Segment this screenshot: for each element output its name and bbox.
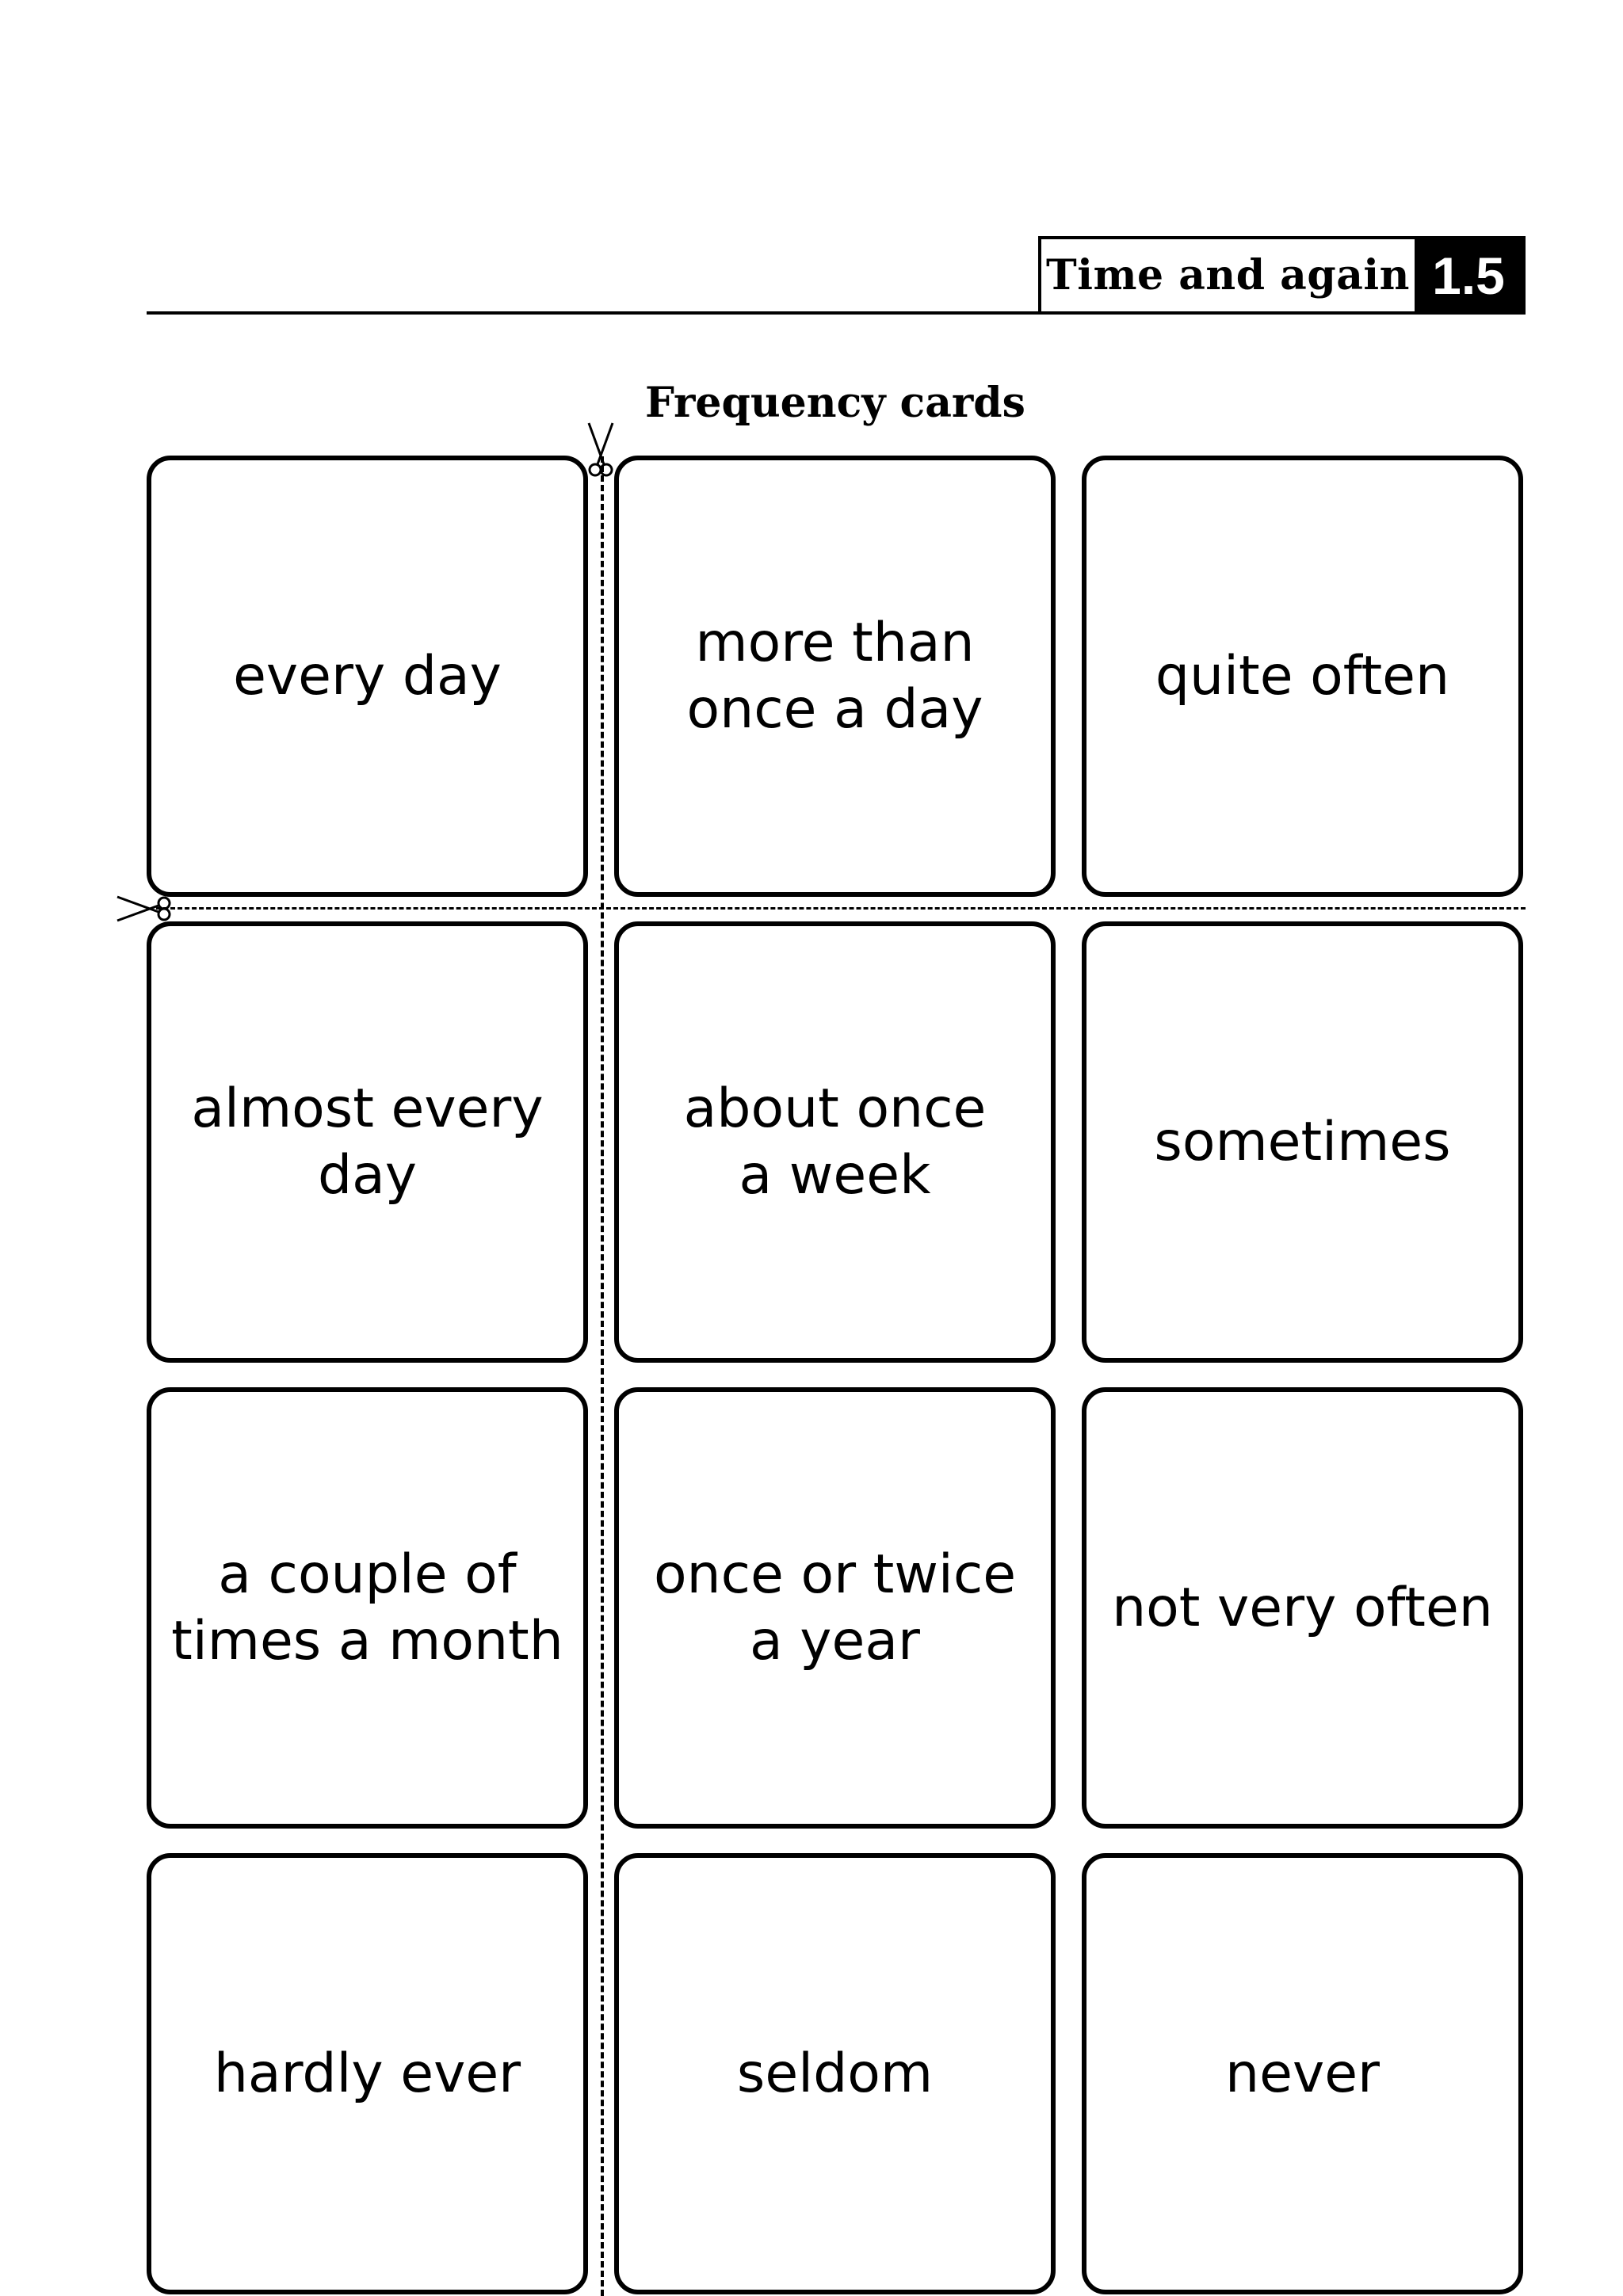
card-seldom: seldom xyxy=(614,1853,1056,2294)
card-once-or-twice-a-year: once or twice a year xyxy=(614,1387,1056,1829)
section-title: Time and again xyxy=(1046,251,1410,299)
card-a-couple-of-times-a-month: a couple of times a month xyxy=(147,1387,588,1829)
card-more-than-once-a-day: more than once a day xyxy=(614,456,1056,897)
header-box xyxy=(1038,236,1526,315)
card-never: never xyxy=(1082,1853,1523,2294)
card-quite-often: quite often xyxy=(1082,456,1523,897)
card-almost-every-day: almost every day xyxy=(147,921,588,1363)
card-about-once-a-week: about once a week xyxy=(614,921,1056,1363)
section-number: 1.5 xyxy=(1415,239,1522,311)
card-not-very-often: not very often xyxy=(1082,1387,1523,1829)
card-every-day: every day xyxy=(147,456,588,897)
card-hardly-ever: hardly ever xyxy=(147,1853,588,2294)
card-sometimes: sometimes xyxy=(1082,921,1523,1363)
card-grid xyxy=(147,456,1526,2296)
page-title: Frequency cards xyxy=(645,379,1025,427)
